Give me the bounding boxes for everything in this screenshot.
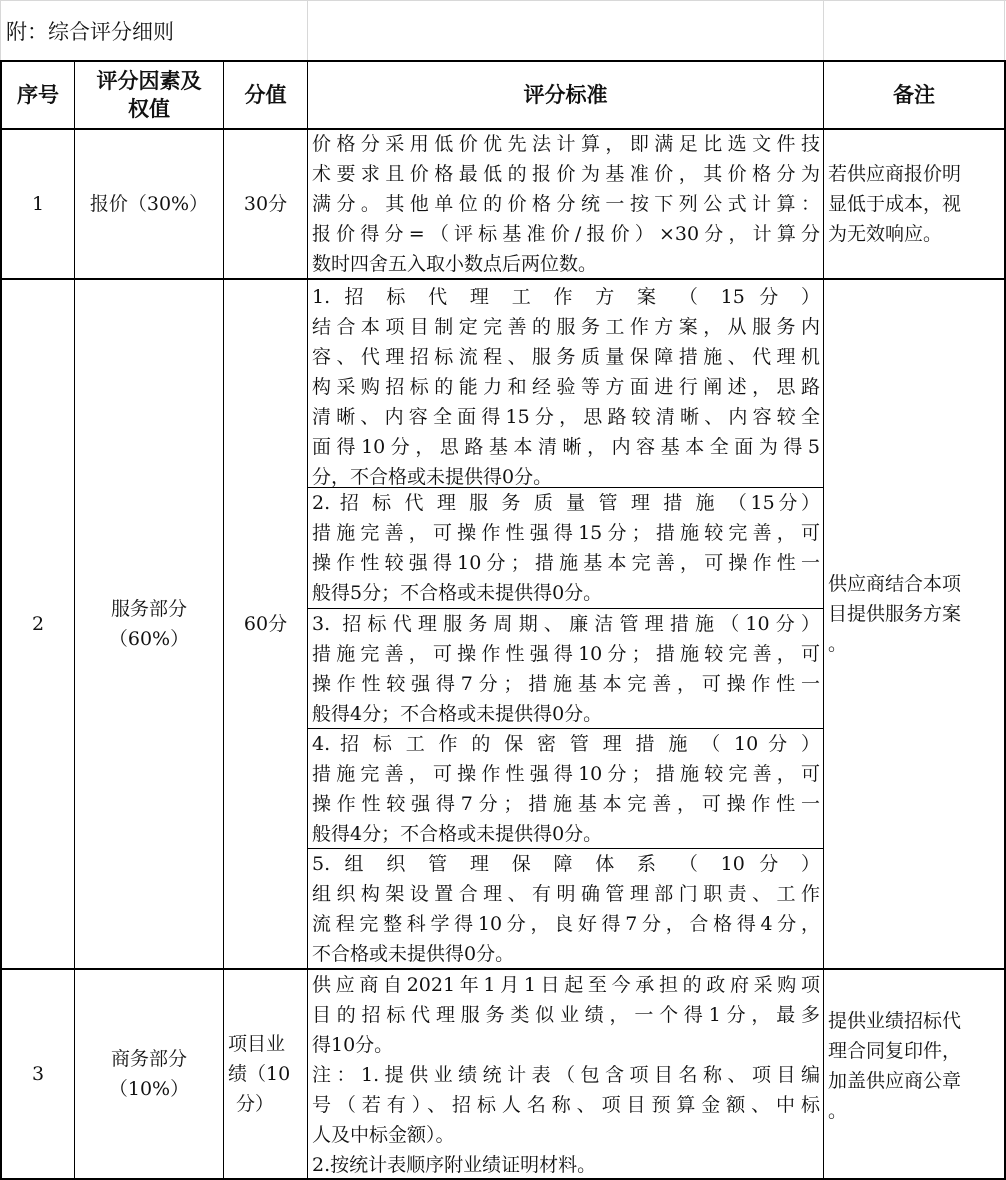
row2-score: 60分 <box>243 613 288 635</box>
row2-item-4-line-4: 般得4分；不合格或未提供得0分。 <box>312 823 603 845</box>
row3-note <box>828 970 1002 1178</box>
row3-score-line-2: 绩（10 <box>228 1063 291 1085</box>
row2-item-5-line-2: 组织构架设置合理、有明确管理部门职责、工作 <box>312 883 820 905</box>
row2-item-3 <box>312 609 820 728</box>
table-caption: 附：综合评分细则 <box>6 20 174 44</box>
row2-factor <box>75 280 223 968</box>
row1-note-line-1: 若供应商报价明 <box>828 163 962 185</box>
row3-factor <box>75 970 223 1178</box>
row1-standard-line-1: 价格分采用低价优先法计算，即满足比选文件技 <box>312 133 820 155</box>
row3-factor-line-1: 商务部分 <box>110 1048 187 1070</box>
row3-standard <box>312 970 820 1178</box>
row1-factor: 报价（30%） <box>89 193 209 215</box>
row2-item-1-line-1: 1. 招 标 代 理 工 作 方 案 （ 15 分 ） <box>312 286 820 308</box>
row3-standard-line-1: 供应商自2021年1月1日起至今承担的政府采购项 <box>312 974 820 996</box>
row3-standard-line-6: 人及中标金额）。 <box>312 1124 455 1146</box>
row2-no: 2 <box>31 613 45 635</box>
header-factor-line-2: 权值 <box>128 96 170 121</box>
row2-item-5-line-4: 不合格或未提供得0分。 <box>312 943 515 965</box>
row2-note <box>828 280 1002 968</box>
row3-standard-line-2: 目的招标代理服务类似业绩，一个得1分，最多 <box>312 1004 820 1026</box>
row2-item-3-line-1: 3. 招标代理服务周期、廉洁管理措施（10分） <box>312 613 820 635</box>
header-no: 序号 <box>17 82 59 107</box>
row2-factor-line-2: （60%） <box>108 628 190 650</box>
row2-item-1-line-6: 面得10分，思路基本清晰，内容基本全面为得5 <box>312 436 820 458</box>
header-standard: 评分标准 <box>523 82 608 107</box>
row3-standard-line-5: 号（若有）、招标人名称、项目预算金额、中标 <box>312 1094 820 1116</box>
row3-note-line-2: 理合同复印件， <box>828 1040 962 1062</box>
header-factor-line-1: 评分因素及 <box>96 68 202 93</box>
row3-factor-line-2: （10%） <box>108 1078 190 1100</box>
row2-item-2-line-4: 般得5分；不合格或未提供得0分。 <box>312 582 603 604</box>
row2-item-4 <box>312 729 820 848</box>
row3-score-line-1: 项目业 <box>228 1033 286 1055</box>
row2-item-5 <box>312 849 820 968</box>
row3-score-line-3: 分） <box>236 1093 275 1115</box>
row2-item-4-line-3: 操作性较强得7分；措施基本完善，可操作性一 <box>312 793 820 815</box>
row2-item-4-line-1: 4. 招 标 工 作 的 保 密 管 理 措 施 （ 10 分 ） <box>312 733 820 755</box>
row2-item-2-line-3: 操作性较强得10分；措施基本完善，可操作性一 <box>312 552 820 574</box>
row3-score <box>228 970 306 1178</box>
row1-note-line-2: 显低于成本，视 <box>828 193 962 215</box>
row2-item-2 <box>312 488 820 608</box>
row2-item-1-line-4: 构采购招标的能力和经验等方面进行阐述，思路 <box>312 376 820 398</box>
row3-standard-line-7: 2.按统计表顺序附业绩证明材料。 <box>312 1154 597 1176</box>
row1-standard-line-2: 术要求且价格最低的报价为基准价，其价格分为 <box>312 163 820 185</box>
row2-factor-line-1: 服务部分 <box>110 598 187 620</box>
row2-item-1-line-2: 结合本项目制定完善的服务工作方案，从服务内 <box>312 316 820 338</box>
row2-item-2-line-2: 措施完善，可操作性强得15分；措施较完善，可 <box>312 522 820 544</box>
row3-note-line-4: 。 <box>828 1100 848 1122</box>
row2-note-line-1: 供应商结合本项 <box>828 573 962 595</box>
row2-item-2-line-1: 2. 招 标 代 理 服 务 质 量 管 理 措 施 （15分） <box>312 492 820 514</box>
row1-note-line-3: 为无效响应。 <box>828 223 943 245</box>
header-note: 备注 <box>893 82 935 107</box>
row1-score: 30分 <box>243 193 288 215</box>
row2-note-line-3: 。 <box>828 633 848 655</box>
row3-standard-line-4: 注：1.提供业绩统计表（包含项目名称、项目编 <box>312 1064 820 1086</box>
row1-standard-line-4: 报价得分=（评标基准价/报价）×30分，计算分 <box>312 223 820 245</box>
row2-item-5-line-1: 5. 组 织 管 理 保 障 体 系 （ 10 分 ） <box>312 853 820 875</box>
row1-note <box>828 130 1002 278</box>
row2-item-5-line-3: 流程完整科学得10分，良好得7分，合格得4分， <box>312 913 820 935</box>
row2-item-4-line-2: 措施完善，可操作性强得10分；措施较完善，可 <box>312 763 820 785</box>
row2-item-3-line-4: 般得4分；不合格或未提供得0分。 <box>312 703 603 725</box>
row2-item-3-line-2: 措施完善，可操作性强得10分；措施较完善，可 <box>312 643 820 665</box>
row1-no: 1 <box>31 193 45 215</box>
row3-no: 3 <box>31 1063 45 1085</box>
row1-standard-line-5: 数时四舍五入取小数点后两位数。 <box>312 253 598 275</box>
row1-standard <box>312 129 820 279</box>
row1-standard-line-3: 满分。其他单位的价格分统一按下列公式计算： <box>312 193 820 215</box>
row2-note-line-2: 目提供服务方案 <box>828 603 962 625</box>
header-score: 分值 <box>244 82 287 107</box>
row2-item-1 <box>312 282 820 487</box>
row2-item-1-line-5: 清晰、内容全面得15分，思路较清晰、内容较全 <box>312 406 820 428</box>
row2-item-1-line-7: 分，不合格或未提供得0分。 <box>312 466 553 488</box>
row3-note-line-1: 提供业绩招标代 <box>828 1010 962 1032</box>
row2-item-1-line-3: 容、代理招标流程、服务质量保障措施、代理机 <box>312 346 820 368</box>
header-factor <box>75 62 223 128</box>
row3-standard-line-3: 得10分。 <box>312 1034 394 1056</box>
row3-note-line-3: 加盖供应商公章 <box>828 1070 962 1092</box>
row2-item-3-line-3: 操作性较强得7分；措施基本完善，可操作性一 <box>312 673 820 695</box>
